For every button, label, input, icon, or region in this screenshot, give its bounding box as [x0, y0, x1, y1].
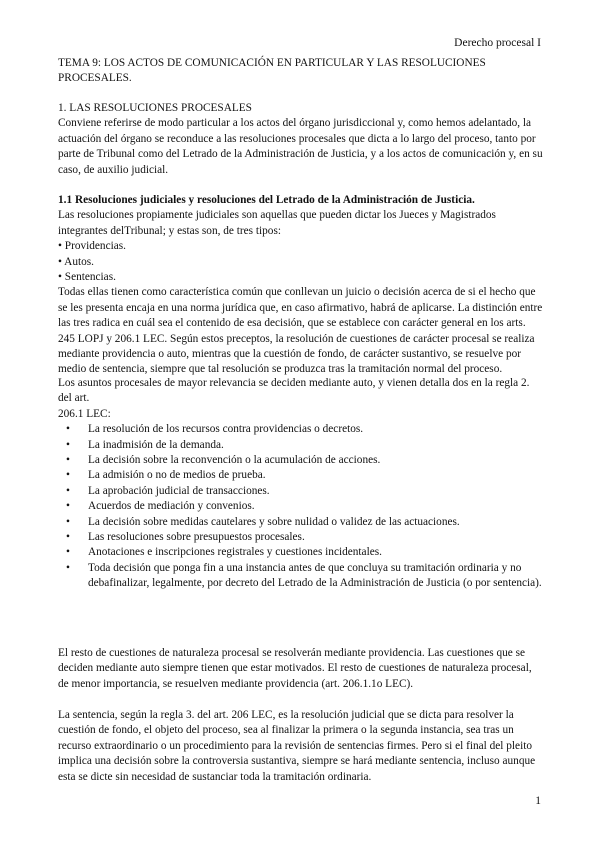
providencia-paragraph — [58, 646, 544, 692]
paragraph: El resto de cuestiones de naturaleza procesal se resolverán mediante providencia. Las cuestiones que se deciden mediante auto siempre tienen que estar motivados. El resto de cuestiones de naturaleza procesal, de menor importancia, se resuelven mediante providencia (art. 206.1.1o LEC). — [58, 647, 532, 690]
section-1-1-heading: 1.1 Resoluciones judiciales y resoluciones del Letrado de la Administración de Justicia. — [58, 194, 475, 206]
section-1-intro: Conviene referirse de modo particular a los actos del órgano jurisdiccional y, como hemos adelantado, la actuación del órgano se reconduce a las resoluciones procesales que dicta a lo largo del proceso, tanto por parte de Tribunal como del Letrado de la Administración de Justicia, y a los actos de comunicación y, en su caso, de auxilio judicial. — [58, 117, 543, 176]
running-header: Derecho procesal I — [454, 37, 541, 49]
section-1 — [58, 101, 544, 178]
list-item: • Sentencias. — [58, 270, 544, 285]
document-title: TEMA 9: LOS ACTOS DE COMUNICACIÓN EN PARTICULAR Y LAS RESOLUCIONES PROCESALES. — [58, 57, 486, 85]
list-item: • Las resoluciones sobre presupuestos procesales. — [58, 530, 544, 545]
list-item: • Providencias. — [58, 239, 544, 254]
list-item: • Toda decisión que ponga fin a una instancia antes de que concluya su tramitación ordinaria y no debafinalizar, legalmente, por decreto del Letrado de la Administración de Justicia (o por sentencia). — [58, 561, 544, 592]
paragraph: Los asuntos procesales de mayor relevancia se deciden mediante auto, y vienen detalla dos en la regla 2. del art. — [58, 377, 530, 405]
list-item: • La decisión sobre la reconvención o la acumulación de acciones. — [58, 453, 544, 468]
section-1-heading: 1. LAS RESOLUCIONES PROCESALES — [58, 102, 252, 114]
list-item: • La admisión o no de medios de prueba. — [58, 468, 544, 483]
section-1-1-intro: Las resoluciones propiamente judiciales son aquellas que pueden dictar los Jueces y Magistrados integrantes delTribunal; y estas son, de tres tipos: — [58, 209, 496, 237]
list-item: • Anotaciones e inscripciones registrales y cuestiones incidentales. — [58, 545, 544, 560]
resolution-types-list — [58, 239, 544, 285]
list-item: • Autos. — [58, 255, 544, 270]
list-item: • La aprobación judicial de transacciones. — [58, 484, 544, 499]
auto-matters-list — [58, 422, 544, 591]
paragraph: Todas ellas tienen como característica común que conllevan un juicio o decisión acerca de si el hecho que se les presenta encaja en una norma jurídica que, en caso afirmativo, habrá de aplicarse. La distinción entre las tres radica en cuál sea el contenido de esa decisión, que se establece con carácter general en los arts. 245 LOPJ y 206.1 LEC. Según estos preceptos, la resolución de cuestiones de carácter procesal se realiza mediante providencia o auto, mientras que la cuestión de fondo, de carácter sustantivo, se resuelve por medio de sentencia, siempre que tal resolución se produzca tras la tramitación normal del proceso. — [58, 286, 543, 376]
page-number: 1 — [535, 795, 541, 807]
auto-section — [58, 376, 544, 592]
list-item: • La inadmisión de la demanda. — [58, 438, 544, 453]
sentencia-paragraph — [58, 708, 544, 785]
section-1-1 — [58, 193, 544, 378]
article-reference: 206.1 LEC: — [58, 407, 111, 420]
paragraph: La sentencia, según la regla 3. del art. 206 LEC, es la resolución judicial que se dicta para resolver la cuestión de fondo, el objeto del proceso, sea al finalizar la primera o la segunda instancia, sea tras un recurso extraordinario o un procedimiento para la revisión de sentencias firmes. Pero si el final del pleito implica una decisión sobre la controversia sustantiva, siempre se hará mediante sentencia, incluso aunque esta se dicte sin necesidad de sustanciar toda la tramitación ordinaria. — [58, 709, 536, 783]
list-item: • Acuerdos de mediación y convenios. — [58, 499, 544, 514]
list-item: • La decisión sobre medidas cautelares y sobre nulidad o validez de las actuaciones. — [58, 515, 544, 530]
list-item: • La resolución de los recursos contra providencias o decretos. — [58, 422, 544, 437]
